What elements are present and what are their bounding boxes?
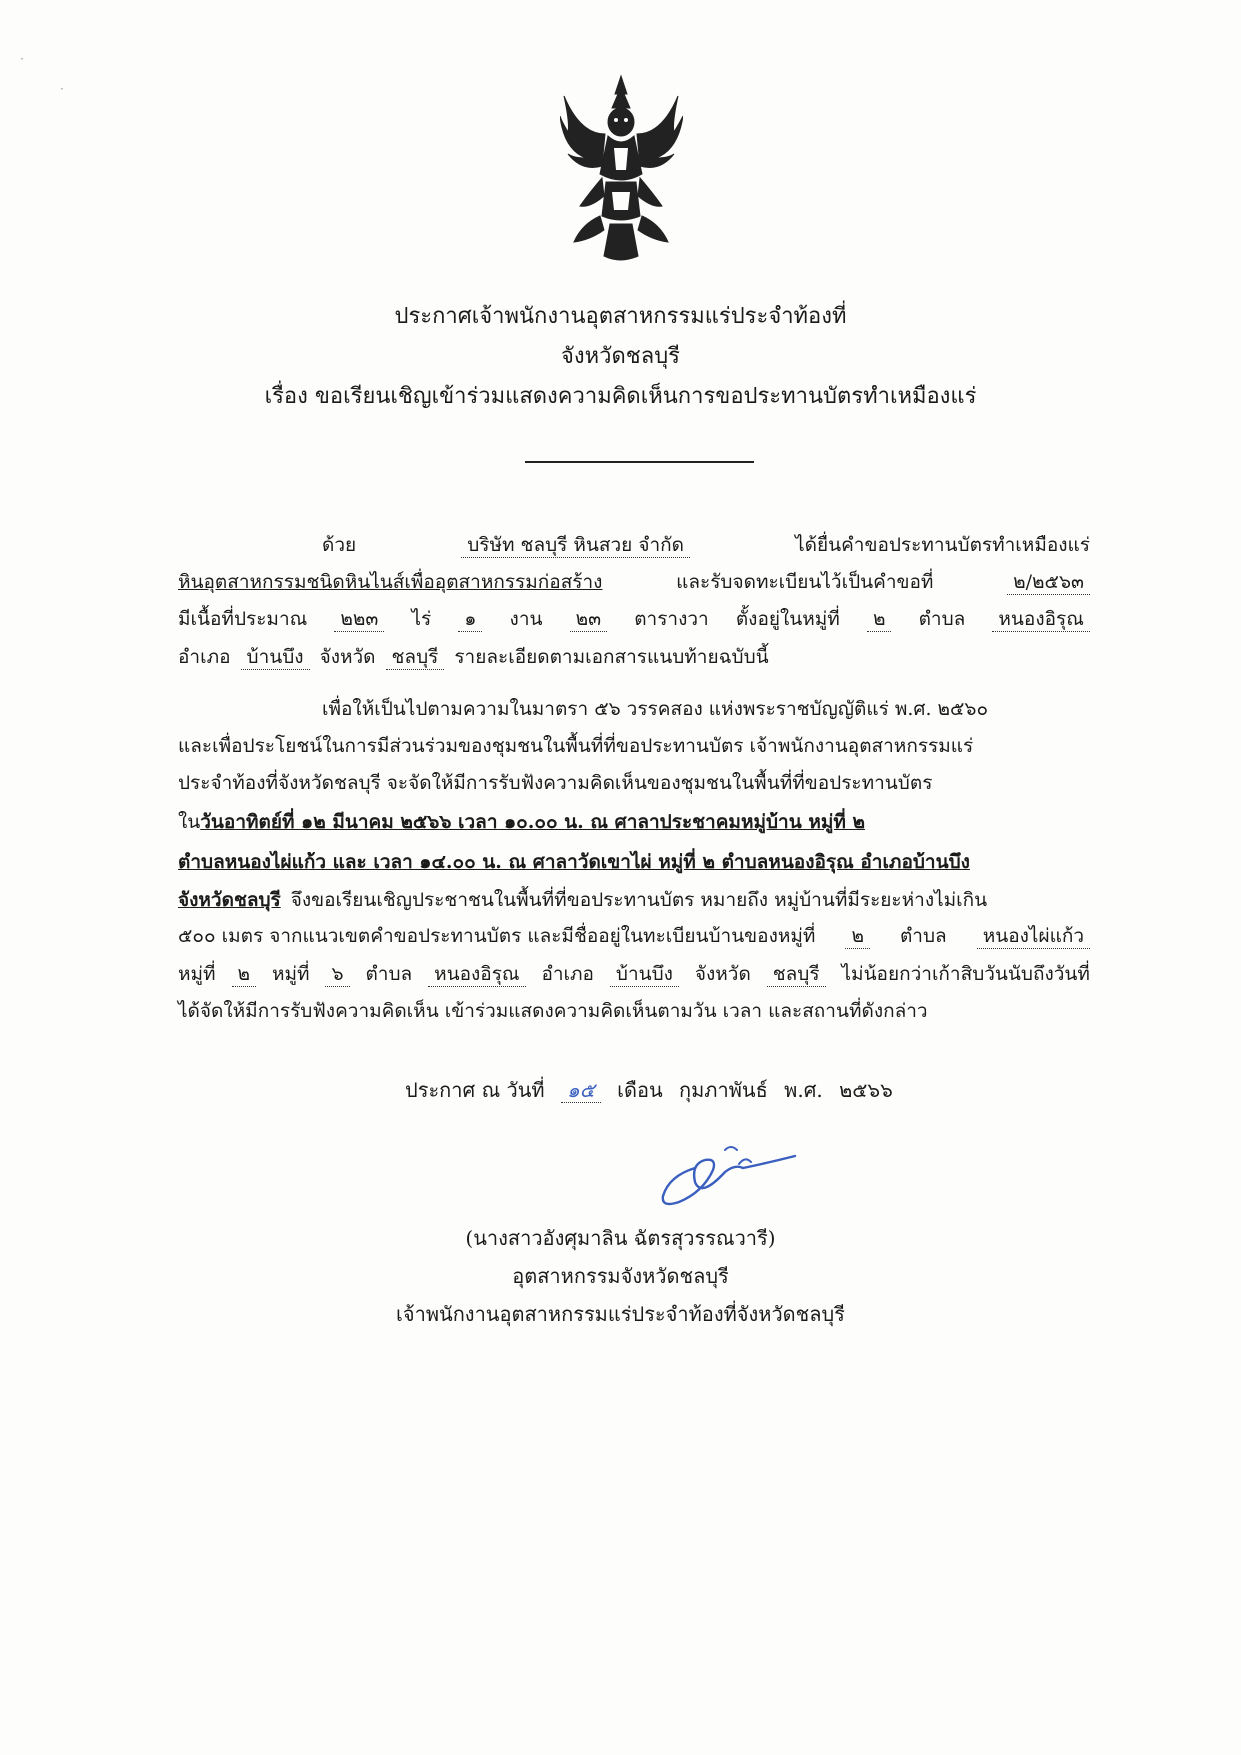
- para2-line4: [178, 810, 1090, 834]
- para2-line3-text: ประจำท้องที่จังหวัดชลบุรี จะจัดให้มีการรับฟังความคิดเห็นของชุมชนในพื้นที่ที่ขอประทานบัตร: [178, 772, 933, 794]
- announcement-date: [405, 1074, 903, 1106]
- location-province: ชลบุรี: [386, 645, 445, 670]
- signer-position-1: อุตสาหกรรมจังหวัดชลบุรี: [512, 1264, 729, 1288]
- para1-line2: [178, 570, 1090, 595]
- resident-moo-1: ๒: [232, 962, 257, 987]
- scan-mark: ·: [60, 82, 64, 96]
- hearing-date-2: ตำบลหนองไผ่แก้ว และ เวลา ๑๔.๐๐ น. ณ ศาลาวัดเขาไผ่ หมู่ที่ ๒ ตำบลหนองอิรุณ อำเภอบ้านบึง: [178, 851, 970, 873]
- location-amphoe: บ้านบึง: [241, 645, 310, 670]
- para2-line8-suffix: ไม่น้อยกว่าเก้าสิบวันนับถึงวันที่: [841, 963, 1090, 985]
- resident-tambon-2: หนองอิรุณ: [428, 962, 525, 987]
- date-month: กุมภาพันธ์: [679, 1078, 768, 1102]
- resident-amphoe: บ้านบึง: [610, 962, 679, 987]
- moo-label-2: หมู่ที่: [271, 963, 310, 985]
- month-label: เดือน: [617, 1078, 663, 1102]
- resident-province: ชลบุรี: [767, 962, 826, 987]
- year-label: พ.ศ.: [784, 1078, 823, 1102]
- area-ngan: ๑: [458, 607, 482, 632]
- para2-line6: [178, 888, 1090, 912]
- subject-text: ขอเรียนเชิญเข้าร่วมแสดงความคิดเห็นการขอประทานบัตรทำเหมืองแร่: [314, 384, 977, 409]
- subject-label: เรื่อง: [264, 384, 308, 409]
- para2-line4-prefix: ใน: [178, 811, 201, 833]
- date-label: ประกาศ ณ วันที่: [405, 1078, 545, 1102]
- rai-label: ไร่: [411, 608, 432, 630]
- para1-line4-suffix: รายละเอียดตามเอกสารแนบท้ายฉบับนี้: [454, 646, 769, 668]
- garuda-emblem-icon: [560, 74, 683, 264]
- wa-label: ตารางวา: [634, 608, 709, 630]
- signer-name: (นางสาวอังศุมาลิน ฉัตรสุวรรณวารี): [465, 1226, 776, 1250]
- area-wa: ๒๓: [570, 607, 608, 632]
- para1-line4: [178, 645, 1090, 670]
- para2-line1-text: เพื่อให้เป็นไปตามความในมาตรา ๕๖ วรรคสอง แห่งพระราชบัญญัติแร่ พ.ศ. ๒๕๖๐: [322, 698, 989, 720]
- header-line2: จังหวัดชลบุรี: [561, 344, 680, 369]
- resident-moo: ๒: [845, 924, 870, 949]
- request-number: ๒/๒๕๖๓: [1007, 570, 1090, 595]
- para2-line2: [178, 734, 1090, 758]
- mineral-type: หินอุตสาหกรรมชนิดหินไนส์เพื่ออุตสาหกรรมก่อสร้าง: [178, 571, 603, 593]
- subject-line: [0, 386, 1241, 408]
- resident-moo-2: ๖: [325, 962, 349, 987]
- para2-line9: [178, 999, 1090, 1023]
- resident-tambon-label: ตำบล: [899, 925, 947, 947]
- para1-suffix: ได้ยื่นคำขอประทานบัตรทำเหมืองแร่: [795, 534, 1090, 556]
- para2-line2-text: และเพื่อประโยชน์ในการมีส่วนร่วมของชุมชนในพื้นที่ที่ขอประทานบัตร เจ้าพนักงานอุตสาหกรรมแร่: [178, 735, 974, 757]
- scan-mark: ·: [20, 52, 24, 66]
- signer-position-2: เจ้าพนักงานอุตสาหกรรมแร่ประจำท้องที่จังหวัดชลบุรี: [396, 1302, 845, 1326]
- province-label-2: จังหวัด: [694, 963, 751, 985]
- location-tambon: หนองอิรุณ: [992, 607, 1089, 632]
- header-line1: ประกาศเจ้าพนักงานอุตสาหกรรมแร่ประจำท้องที่: [394, 304, 847, 329]
- resident-tambon: หนองไผ่แก้ว: [977, 924, 1090, 949]
- para2-line9-text: ได้จัดให้มีการรับฟังความคิดเห็น เข้าร่วมแสดงความคิดเห็นตามวัน เวลา และสถานที่ดังกล่าว: [178, 1000, 928, 1022]
- para2-line8: [178, 962, 1090, 987]
- hearing-date-1: วันอาทิตย์ที่ ๑๒ มีนาคม ๒๕๖๖ เวลา ๑๐.๐๐ น. ณ ศาลาประชาคมหมู่บ้าน หมู่ที่ ๒: [200, 811, 866, 833]
- area-rai: ๒๒๓: [334, 607, 384, 632]
- date-day: ๑๕: [561, 1078, 601, 1103]
- tambon-label: ตำบล: [918, 608, 966, 630]
- hearing-province: จังหวัดชลบุรี: [178, 889, 281, 911]
- para1-line2-middle: และรับจดทะเบียนไว้เป็นคำขอที่: [676, 571, 934, 593]
- para2-line3: [178, 771, 1090, 795]
- para2-line1: [322, 697, 1090, 721]
- area-label: มีเนื้อที่ประมาณ: [178, 608, 308, 630]
- amphoe-label-2: อำเภอ: [541, 963, 594, 985]
- para1-line3: [178, 607, 1090, 632]
- location-moo: ๒: [867, 607, 892, 632]
- header-divider: [525, 461, 754, 463]
- moo-label-1: หมู่ที่: [178, 963, 216, 985]
- company-name: บริษัท ชลบุรี หินสวย จำกัด: [461, 533, 690, 558]
- para1-line1: [322, 533, 1090, 558]
- province-label: จังหวัด: [319, 646, 376, 668]
- signature-icon: [655, 1142, 803, 1210]
- tambon-label-2: ตำบล: [365, 963, 413, 985]
- para2-line5: [178, 850, 1090, 874]
- para2-line7-prefix: ๕๐๐ เมตร จากแนวเขตคำขอประทานบัตร และมีชื่ออยู่ในทะเบียนบ้านของหมู่ที่: [178, 925, 816, 947]
- location-label: ตั้งอยู่ในหมู่ที่: [735, 608, 840, 630]
- para2-line6-text: จึงขอเรียนเชิญประชาชนในพื้นที่ที่ขอประทานบัตร หมายถึง หมู่บ้านที่มีระยะห่างไม่เกิน: [290, 889, 988, 911]
- para2-line7: [178, 924, 1090, 949]
- para1-prefix: ด้วย: [322, 534, 357, 556]
- ngan-label: งาน: [509, 608, 543, 630]
- date-year: ๒๕๖๖: [839, 1078, 893, 1102]
- amphoe-label: อำเภอ: [178, 646, 231, 668]
